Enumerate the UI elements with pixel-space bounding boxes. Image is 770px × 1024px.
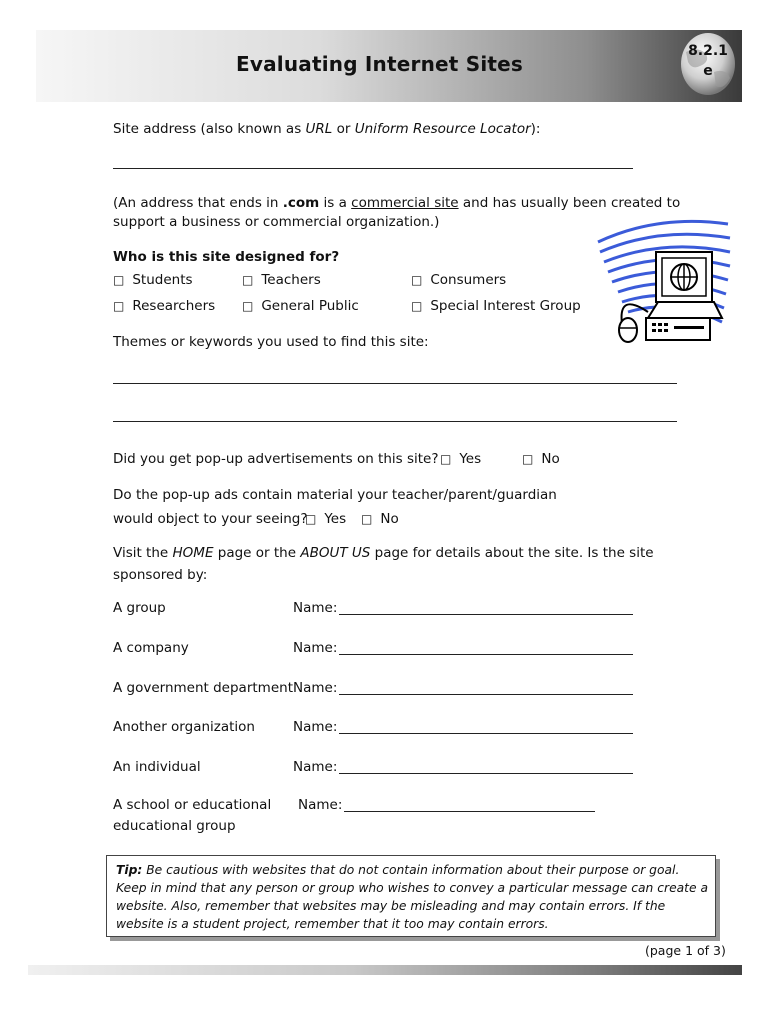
sponsor-label-group: A group — [113, 600, 166, 616]
checkbox-special-interest-group[interactable]: □ Special Interest Group — [411, 298, 581, 314]
name-field-government[interactable] — [339, 694, 633, 695]
name-field-individual[interactable] — [339, 773, 633, 774]
name-label: Name: — [293, 759, 338, 775]
visit-instructions: Visit the HOME page or the ABOUT US page for details about the site. Is the site — [113, 545, 654, 561]
audience-question: Who is this site designed for? — [113, 249, 340, 265]
checkbox-teachers[interactable]: □ Teachers — [242, 272, 321, 288]
name-label: Name: — [293, 719, 338, 735]
page-number: (page 1 of 3) — [645, 943, 726, 958]
tip-text: Tip: Be cautious with websites that do not contain information about their purpose or goal. Keep in mind that any person or group who wishes to convey a particular message can create a website. Also, remember that websites may be misleading and may contain errors. If the website is a student project, remember that it too may contain errors. — [116, 863, 708, 931]
checkbox-popup-no[interactable]: □ No — [522, 451, 560, 467]
checkbox-consumers[interactable]: □ Consumers — [411, 272, 507, 288]
sponsor-label-government: A government department — [113, 680, 293, 696]
commercial-note: (An address that ends in .com is a commercial site and has usually been created to — [113, 195, 681, 211]
visit-instructions-line2: sponsored by: — [113, 567, 208, 583]
checkbox-content-yes[interactable]: □ Yes — [305, 511, 347, 527]
checkbox-content-no[interactable]: □ No — [361, 511, 399, 527]
site-address-field[interactable] — [113, 168, 633, 169]
checkbox-general-public[interactable]: □ General Public — [242, 298, 359, 314]
sponsor-label-school-line2: educational group — [113, 818, 236, 834]
name-field-group[interactable] — [339, 614, 633, 615]
checkbox-popup-yes[interactable]: □ Yes — [440, 451, 482, 467]
page-title: Evaluating Internet Sites — [236, 52, 524, 76]
sponsor-label-company: A company — [113, 640, 189, 656]
name-label: Name: — [298, 797, 343, 813]
name-label: Name: — [293, 600, 338, 616]
commercial-note-line2: support a business or commercial organization.) — [113, 214, 440, 230]
themes-field-1[interactable] — [113, 383, 677, 384]
name-label: Name: — [293, 680, 338, 696]
sponsor-label-school: A school or educational — [113, 797, 272, 813]
themes-label: Themes or keywords you used to find this site: — [113, 334, 429, 350]
themes-field-2[interactable] — [113, 421, 677, 422]
section-badge: 8.2.1 e — [688, 43, 728, 79]
popup-content-question: Do the pop-up ads contain material your teacher/parent/guardian — [113, 487, 557, 503]
name-label: Name: — [293, 640, 338, 656]
checkbox-researchers[interactable]: □ Researchers — [113, 298, 216, 314]
name-field-school[interactable] — [344, 811, 595, 812]
footer-bar — [28, 965, 742, 975]
computer-icon — [578, 212, 738, 362]
checkbox-students[interactable]: □ Students — [113, 272, 193, 288]
site-address-label: Site address (also known as URL or Uniform Resource Locator): — [113, 121, 541, 137]
popup-content-question-line2: would object to your seeing? — [113, 511, 308, 527]
sponsor-label-organization: Another organization — [113, 719, 255, 735]
name-field-organization[interactable] — [339, 733, 633, 734]
popup-question: Did you get pop-up advertisements on this site? — [113, 451, 439, 467]
name-field-company[interactable] — [339, 654, 633, 655]
sponsor-label-individual: An individual — [113, 759, 201, 775]
